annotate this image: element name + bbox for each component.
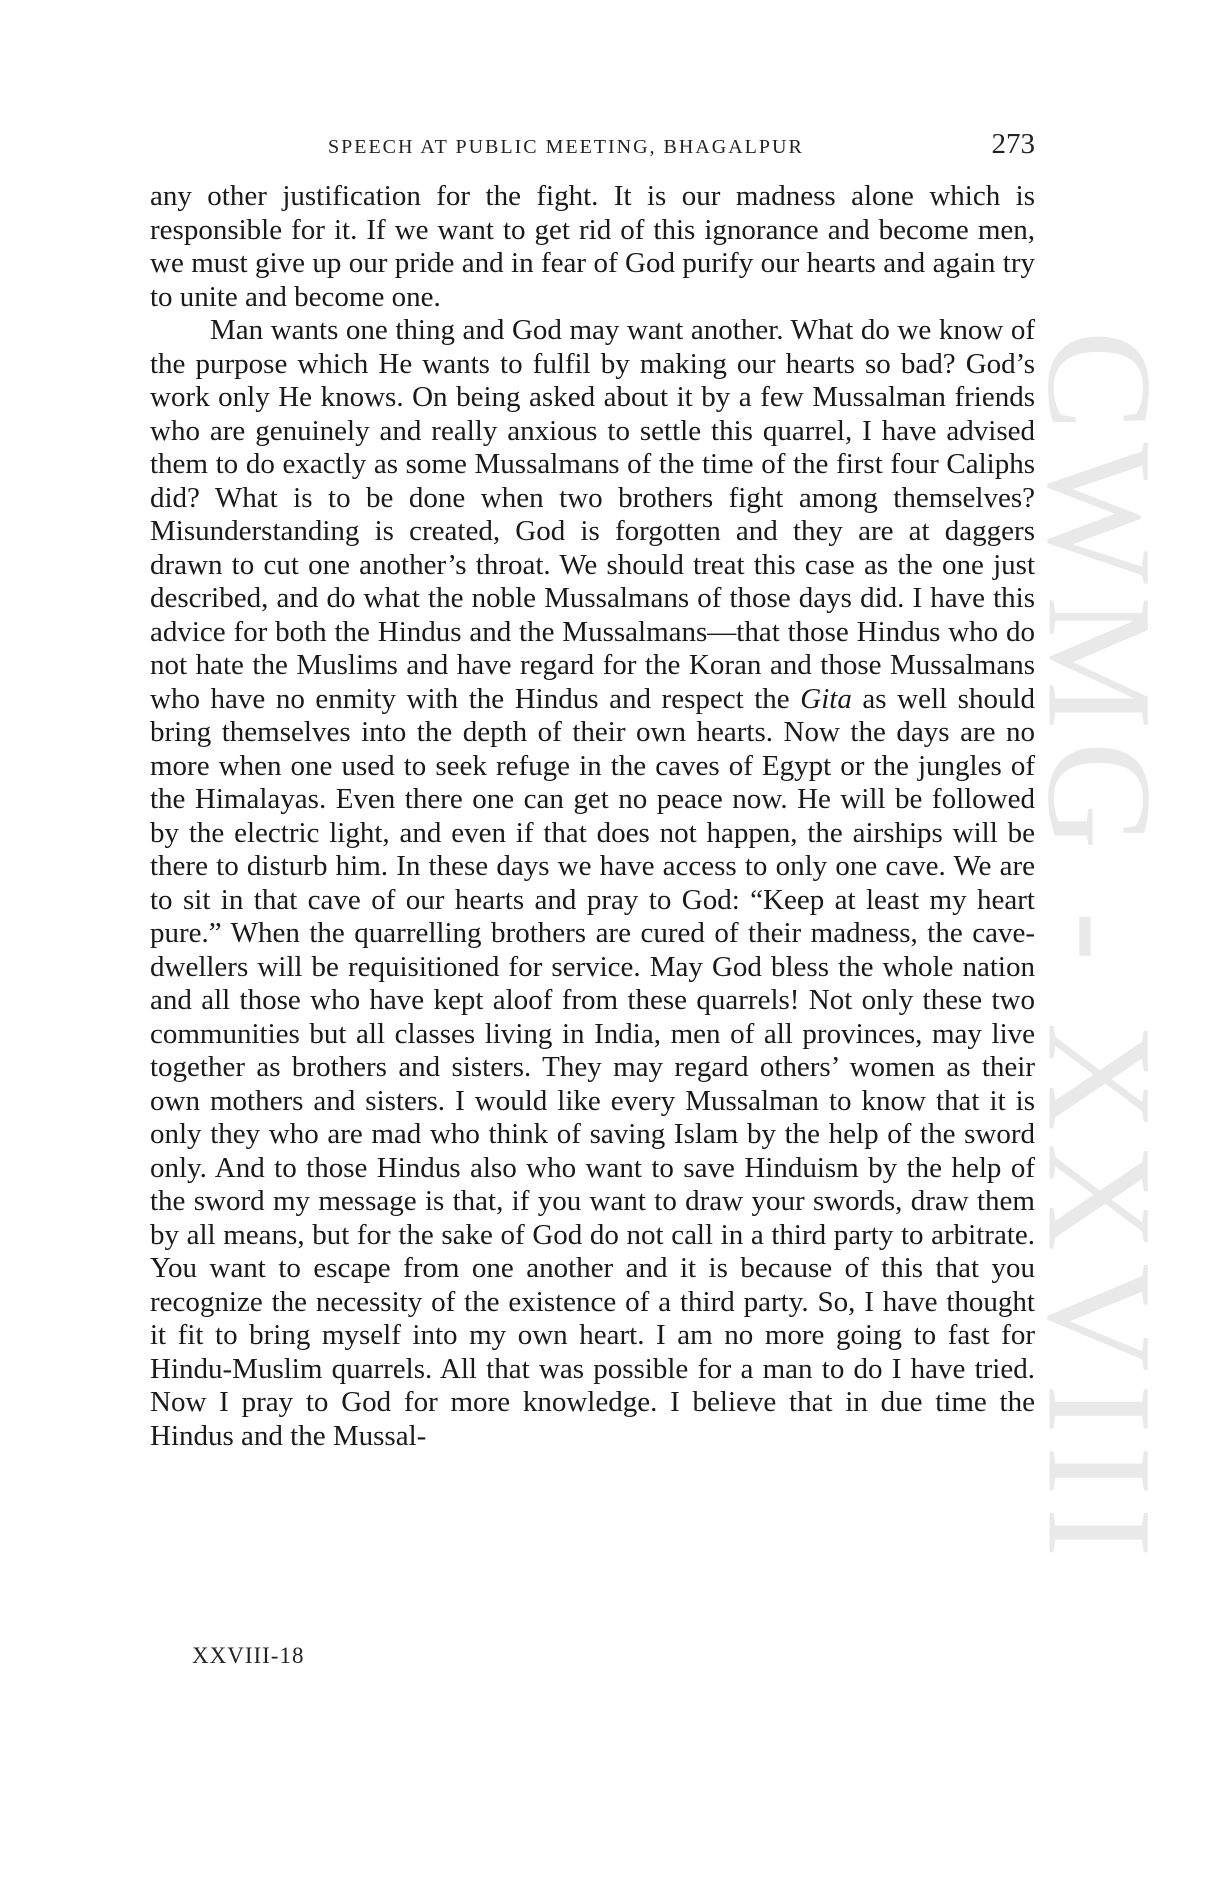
running-head: SPEECH AT PUBLIC MEETING, BHAGALPUR	[328, 136, 804, 158]
page-header	[150, 128, 1035, 172]
body-text	[150, 180, 1035, 1453]
signature-mark: XXVIII-18	[192, 1643, 305, 1668]
paragraph-main-part-2: as well should bring themselves into the depth of their own hearts. Now the days are no more when one used to seek refuge in the caves of Egypt or the jungles of the Himalayas. Even there one can get no peace now. He will be followed by the electric light, and even if that does not happen, the airships will be there to disturb him. In these days we have access to only one cave. We are to sit in that cave of our hearts and pray to God: “Keep at least my heart pure.” When the quarrelling brothers are cured of their madness, the cave-dwellers will be requisitioned for service. May God bless the whole nation and all those who have kept aloof from these quarrels! Not only these two communities but all classes living in India, men of all provinces, may live together as brothers and sisters. They may regard others’ women as their own mothers and sisters. I would like every Mussalman to know that it is only they who are mad who think of saving Islam by the help of the sword only. And to those Hindus also who want to save Hinduism by the help of the sword my message is that, if you want to draw your swords, draw them by all means, but for the sake of God do not call in a third party to arbitrate. You want to escape from one another and it is because of this that you recognize the necessity of the existence of a third party. So, I have thought it fit to bring myself into my own heart. I am no more going to fast for Hindu-Muslim quarrels. All that was possible for a man to do I have tried. Now I pray to God for more knowledge. I believe that in due time the Hindus and the Mussal-	[150, 682, 1036, 1452]
gita-italic: Gita	[800, 682, 852, 715]
watermark-text: CWMG - XXVIII	[1017, 330, 1184, 1570]
paragraph-main-part-1: Man wants one thing and God may want another. What do we know of the purpose which He wants to fulfil by making our hearts so bad? God’s work only He knows. On being asked about it by a few Mussalman friends who are genuinely and really anxious to settle this quarrel, I have advised them to do exactly as some Mussalmans of the time of the first four Caliphs did? What is to be done when two brothers fight among themselves? Misunderstanding is created, God is forgotten and they are at daggers drawn to cut one another’s throat. We should treat this case as the one just described, and do what the noble Mussalmans of those days did. I have this advice for both the Hindus and the Mussalmans—that those Hindus who do not hate the Muslims and have regard for the Koran and those Mussalmans who have no enmity with the Hindus and respect the	[150, 314, 1035, 715]
paragraph-continued: any other justification for the fight. It is our madness alone which is responsible for it. If we want to get rid of this ignorance and become men, we must give up our pride and in fear of God purify our hearts and again try to unite and become one.	[150, 180, 1035, 313]
page-number: 273	[991, 128, 1035, 160]
watermark	[1017, 330, 1184, 1570]
paragraph-main	[150, 314, 1035, 1453]
